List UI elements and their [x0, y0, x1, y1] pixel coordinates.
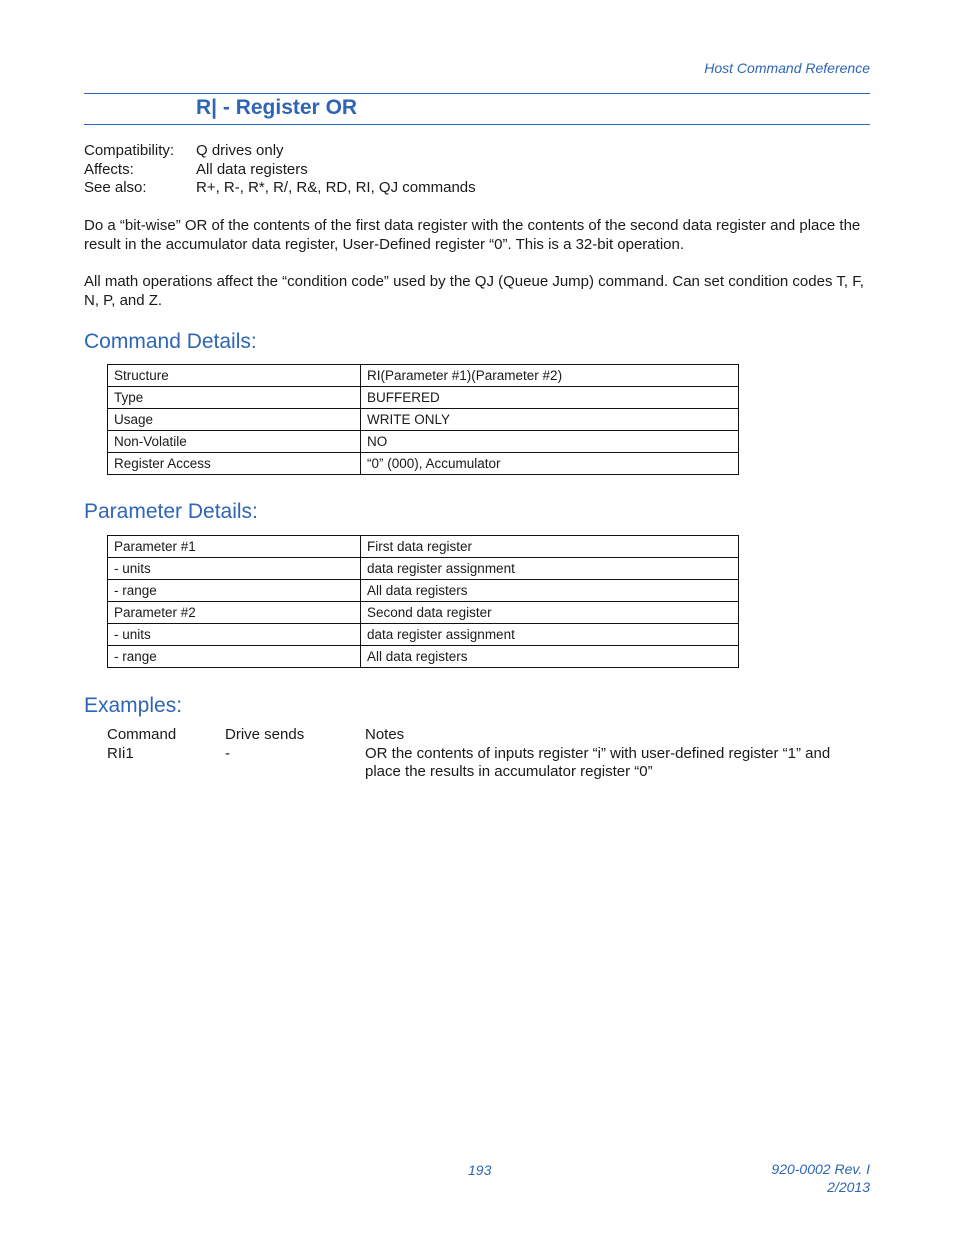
- table-cell: NO: [361, 431, 739, 453]
- table-cell: RI(Parameter #1)(Parameter #2): [361, 365, 739, 387]
- meta-row-see-also: [84, 179, 476, 198]
- meta-key: Affects:: [84, 160, 134, 178]
- table-cell: Usage: [108, 409, 361, 431]
- table-cell: data register assignment: [361, 624, 739, 646]
- page-number: 193: [468, 1162, 492, 1178]
- document-number: 920-0002 Rev. I: [771, 1161, 870, 1177]
- table-cell: Non-Volatile: [108, 431, 361, 453]
- table-row: [108, 558, 739, 580]
- table-row: [108, 387, 739, 409]
- table-cell: “0” (000), Accumulator: [361, 453, 739, 475]
- example-drive-sends: -: [225, 744, 230, 762]
- table-cell: WRITE ONLY: [361, 409, 739, 431]
- revision-date: 2/2013: [827, 1179, 870, 1195]
- table-cell: - units: [108, 624, 361, 646]
- meta-row-affects: [84, 161, 476, 180]
- meta-key: Compatibility:: [84, 142, 175, 159]
- table-cell: BUFFERED: [361, 387, 739, 409]
- table-row: [108, 602, 739, 624]
- command-details-heading: Command Details:: [84, 330, 257, 353]
- parameter-details-table: [107, 535, 739, 668]
- table-row: [108, 646, 739, 668]
- command-details-table: [107, 364, 739, 475]
- page-title: R| - Register OR: [196, 96, 358, 119]
- table-cell: Type: [108, 387, 361, 409]
- table-row: [108, 580, 739, 602]
- meta-value: Q drives only: [196, 142, 284, 159]
- examples-column-header: Command: [107, 726, 177, 743]
- table-row: [108, 431, 739, 453]
- table-cell: Second data register: [361, 602, 739, 624]
- table-cell: - range: [108, 580, 361, 602]
- table-cell: All data registers: [361, 646, 739, 668]
- table-cell: data register assignment: [361, 558, 739, 580]
- description-paragraph: Do a “bit-wise” OR of the contents of the first data register with the contents of the second data register and place the result in the accumulator data register, User-Defined register “0”. This is a 32-bit operation.: [84, 217, 861, 253]
- meta-key: See also:: [84, 179, 147, 196]
- example-command: RIi1: [107, 744, 134, 762]
- meta-row-compatibility: [84, 142, 476, 161]
- table-row: [108, 624, 739, 646]
- meta-block: [84, 142, 476, 198]
- examples-column-header: Drive sends: [225, 726, 305, 743]
- table-cell: Parameter #1: [108, 536, 361, 558]
- title-band: [84, 93, 870, 125]
- examples-block: [107, 726, 835, 782]
- examples-header-row: [107, 726, 835, 745]
- table-row: [108, 453, 739, 475]
- table-cell: - units: [108, 558, 361, 580]
- table-cell: Register Access: [108, 453, 361, 475]
- footer-revision: [771, 1160, 870, 1196]
- meta-value: R+, R-, R*, R/, R&, RD, RI, QJ commands: [196, 179, 476, 196]
- table-cell: - range: [108, 646, 361, 668]
- header-section-label: Host Command Reference: [704, 60, 870, 76]
- parameter-details-heading: Parameter Details:: [84, 500, 258, 523]
- table-row: [108, 409, 739, 431]
- condition-code-paragraph: All math operations affect the “condition code” used by the QJ (Queue Jump) command. Can set condition codes T, F, N, P, and Z.: [84, 273, 864, 309]
- table-cell: Parameter #2: [108, 602, 361, 624]
- examples-heading: Examples:: [84, 694, 183, 717]
- table-cell: All data registers: [361, 580, 739, 602]
- table-row: [108, 536, 739, 558]
- table-cell: First data register: [361, 536, 739, 558]
- meta-value: All data registers: [196, 160, 308, 178]
- examples-row: [107, 745, 835, 782]
- examples-column-header: Notes: [365, 726, 405, 743]
- table-row: [108, 365, 739, 387]
- example-notes: OR the contents of inputs register “i” with user-defined register “1” and place the results in accumulator register “0”: [365, 744, 831, 780]
- table-cell: Structure: [108, 365, 361, 387]
